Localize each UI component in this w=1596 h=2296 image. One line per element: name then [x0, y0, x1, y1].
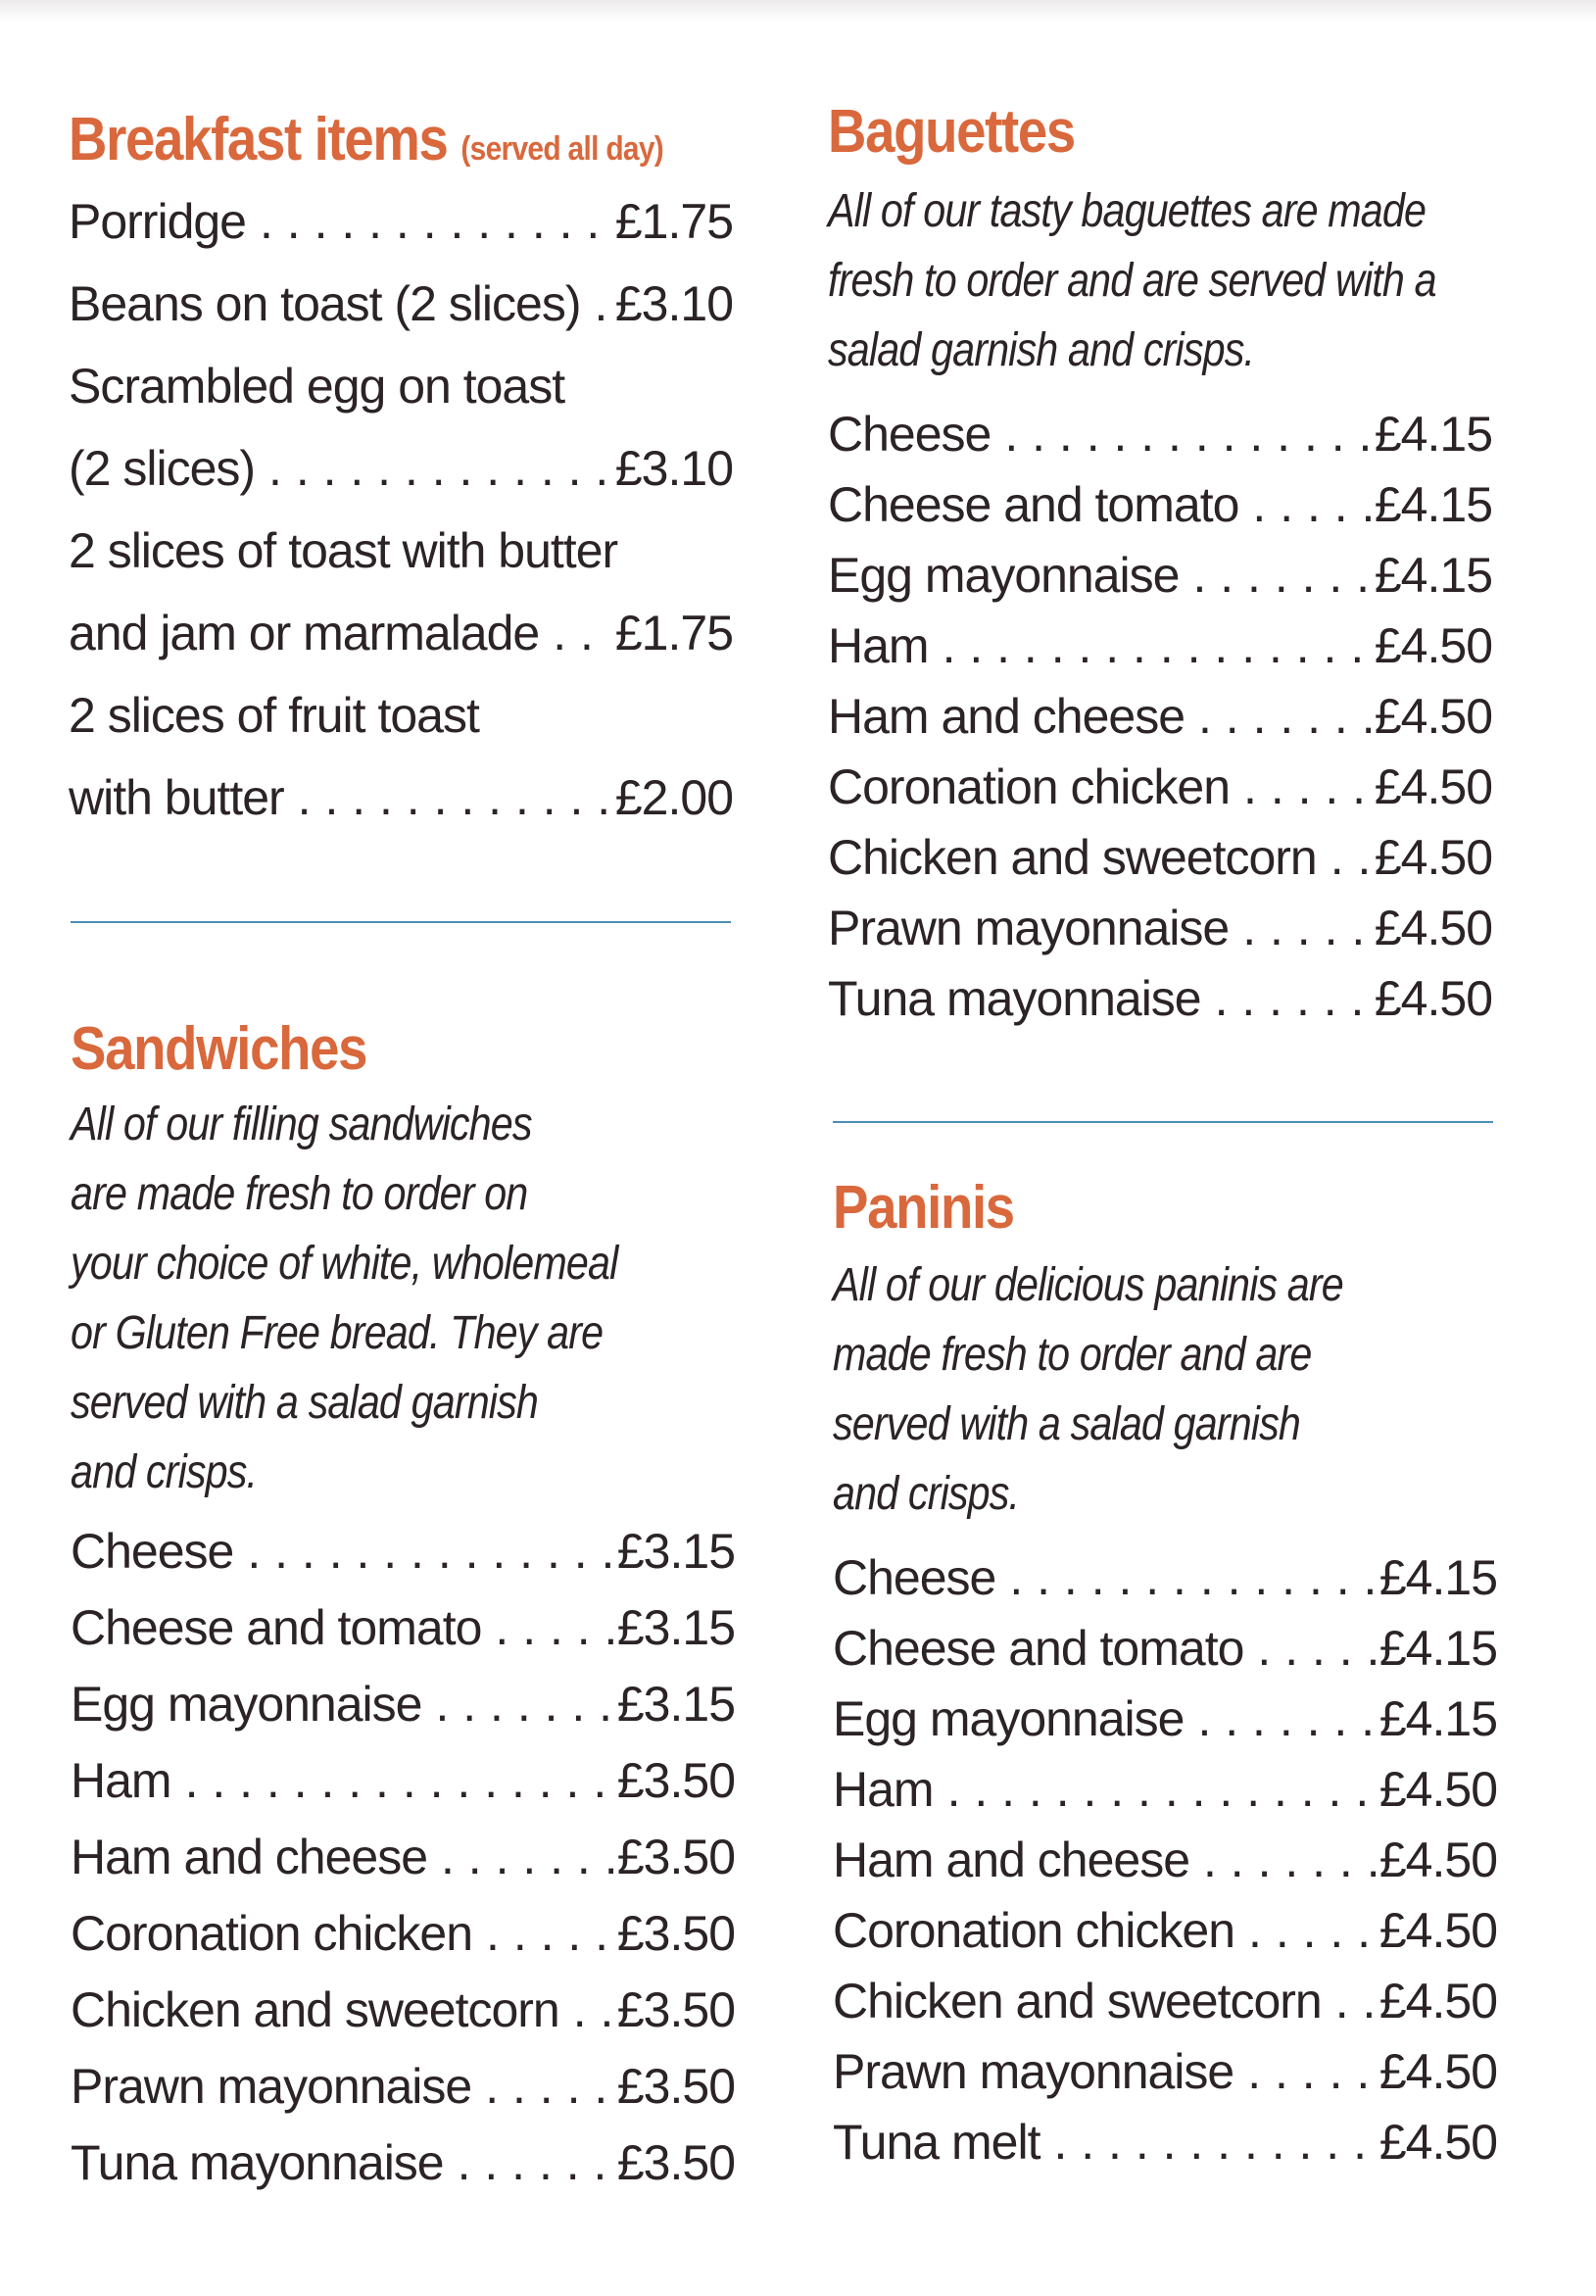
item-price: £4.15 [1374, 548, 1492, 603]
leader-dots [268, 427, 611, 510]
leader-dots [1192, 540, 1370, 611]
leader-dots [247, 1513, 613, 1589]
item-row [69, 427, 733, 510]
item-price: £3.15 [616, 1677, 735, 1732]
menu-item [828, 752, 1492, 822]
menu-item [69, 263, 733, 345]
item-row [69, 592, 733, 674]
leader-dots [185, 1742, 613, 1819]
menu-item [71, 1589, 735, 1666]
leader-dots [458, 2125, 613, 2201]
description-line: served with a salad garnish [833, 1398, 1301, 1450]
scan-top-edge [0, 0, 1596, 22]
item-name: Coronation chicken [833, 1903, 1235, 1958]
description-line: made fresh to order and are [833, 1329, 1312, 1381]
item-name: Cheese and tomato [71, 1600, 482, 1655]
menu-item [833, 2036, 1497, 2107]
breakfast-subtitle: (served all day) [460, 130, 664, 168]
item-name: Ham [828, 618, 929, 673]
sandwiches-list [71, 1513, 735, 2201]
leader-dots [595, 263, 611, 345]
leader-dots [1242, 893, 1371, 963]
sandwiches-heading: Sandwiches [71, 1015, 367, 1083]
item-price: £1.75 [614, 606, 733, 660]
item-price: £4.50 [1378, 1903, 1497, 1958]
item-price: £4.15 [1378, 1550, 1497, 1605]
item-price: £4.15 [1374, 407, 1492, 462]
paninis-list [833, 1542, 1497, 2177]
item-name: Porridge [69, 194, 246, 249]
leader-dots [441, 1819, 613, 1895]
description-line: and crisps. [833, 1468, 1020, 1520]
item-price: £3.50 [616, 1982, 735, 2037]
item-price: £4.15 [1378, 1691, 1497, 1746]
menu-item [828, 893, 1492, 963]
item-price: £4.50 [1378, 2044, 1497, 2099]
breakfast-heading [69, 106, 664, 173]
item-name: Beans on toast (2 slices) [69, 276, 581, 331]
menu-item [833, 1613, 1497, 1684]
leader-dots [1197, 1684, 1375, 1754]
leader-dots [1243, 752, 1371, 822]
description-line: or Gluten Free bread. They are [71, 1307, 604, 1359]
description-line: and crisps. [71, 1446, 258, 1498]
menu-item [71, 1895, 735, 1972]
baguettes-description [828, 176, 1436, 385]
description-line: your choice of white, wholemeal [71, 1238, 618, 1290]
item-name-line1: 2 slices of fruit toast [69, 688, 479, 743]
description-line: fresh to order and are served with a [828, 255, 1436, 307]
item-name: Tuna mayonnaise [71, 2135, 444, 2190]
menu-item [833, 1895, 1497, 1966]
item-name: Cheese [71, 1524, 234, 1579]
item-price: £4.15 [1378, 1621, 1497, 1676]
item-name: Egg mayonnaise [71, 1677, 422, 1732]
sandwiches-description [71, 1090, 642, 1507]
leader-dots [1203, 1825, 1376, 1895]
item-name: with butter [69, 770, 284, 825]
leader-dots [1330, 822, 1371, 893]
menu-item [833, 1754, 1497, 1825]
leader-dots [943, 611, 1371, 681]
menu-item [828, 469, 1492, 540]
leader-dots [947, 1754, 1376, 1825]
item-name: Egg mayonnaise [828, 548, 1180, 603]
item-row [69, 757, 733, 839]
item-name-line1: 2 slices of toast with butter [69, 523, 618, 578]
left-column-lower [71, 1015, 735, 2201]
item-price: £3.50 [616, 1830, 735, 1884]
item-price: £3.15 [616, 1600, 735, 1655]
item-price: £4.50 [1378, 2115, 1497, 2170]
item-price: £4.50 [1378, 1832, 1497, 1887]
description-line: are made fresh to order on [71, 1168, 528, 1220]
item-name: Prawn mayonnaise [828, 901, 1230, 955]
menu-item [828, 540, 1492, 611]
menu-item [833, 1825, 1497, 1895]
leader-dots [1257, 1613, 1375, 1684]
menu-item [71, 1742, 735, 1819]
item-name: Chicken and sweetcorn [828, 830, 1317, 885]
item-name-line1: Scrambled egg on toast [69, 359, 565, 414]
menu-item [71, 2125, 735, 2201]
item-name: Ham and cheese [833, 1832, 1190, 1887]
item-name: Ham [71, 1753, 171, 1808]
leader-dots [1004, 399, 1371, 469]
item-price: £1.75 [614, 194, 733, 249]
menu-item [71, 1819, 735, 1895]
right-column [828, 98, 1492, 1034]
menu-item [69, 510, 733, 674]
leader-dots [1252, 469, 1370, 540]
menu-item [828, 822, 1492, 893]
menu-item [828, 399, 1492, 469]
menu-item [828, 611, 1492, 681]
item-name: Prawn mayonnaise [71, 2059, 472, 2114]
menu-item [828, 681, 1492, 752]
item-price: £3.50 [616, 2059, 735, 2114]
item-name: Chicken and sweetcorn [833, 1974, 1322, 2028]
description-line: salad garnish and crisps. [828, 324, 1255, 376]
item-price: £2.00 [614, 770, 733, 825]
description-line: All of our delicious paninis are [833, 1259, 1343, 1311]
item-price: £4.50 [1374, 689, 1492, 744]
leader-dots [1335, 1966, 1376, 2036]
leader-dots [298, 757, 611, 839]
menu-item [833, 2107, 1497, 2177]
right-column-lower [833, 1174, 1497, 2177]
menu-item [828, 963, 1492, 1034]
item-name: Coronation chicken [71, 1906, 473, 1961]
leader-dots [486, 1895, 613, 1972]
item-name: Ham [833, 1762, 934, 1817]
leader-dots [573, 1972, 613, 2048]
item-name: Cheese [833, 1550, 996, 1605]
leader-dots [553, 592, 611, 674]
item-name: Tuna melt [833, 2115, 1040, 2170]
item-price: £4.50 [1374, 759, 1492, 814]
breakfast-list [69, 180, 733, 839]
description-line: All of our filling sandwiches [71, 1099, 532, 1150]
leader-dots [1053, 2107, 1375, 2177]
sandwiches-section [71, 1015, 735, 2201]
item-name: Ham and cheese [71, 1830, 428, 1884]
item-name: Cheese and tomato [828, 477, 1239, 532]
item-price: £3.50 [616, 1906, 735, 1961]
menu-item [69, 180, 733, 263]
item-price: £4.50 [1374, 618, 1492, 673]
leader-dots [1215, 963, 1371, 1034]
item-price: £3.50 [616, 2135, 735, 2190]
item-price: £4.50 [1378, 1974, 1497, 2028]
item-name: Tuna mayonnaise [828, 971, 1201, 1026]
paninis-description [833, 1250, 1404, 1529]
left-divider [71, 921, 731, 923]
paninis-section [833, 1174, 1497, 2177]
menu-item [71, 1666, 735, 1742]
menu-item [833, 1684, 1497, 1754]
item-price: £4.15 [1374, 477, 1492, 532]
leader-dots [260, 180, 611, 263]
leader-dots [435, 1666, 612, 1742]
right-divider [833, 1121, 1493, 1123]
leader-dots [1247, 2036, 1376, 2107]
description-line: All of our tasty baguettes are made [828, 185, 1427, 237]
item-price: £4.50 [1378, 1762, 1497, 1817]
menu-item [71, 1513, 735, 1589]
item-name: Chicken and sweetcorn [71, 1982, 559, 2037]
baguettes-list [828, 399, 1492, 1034]
menu-item [69, 674, 733, 839]
leader-dots [1198, 681, 1371, 752]
menu-item [69, 345, 733, 510]
leader-dots [1248, 1895, 1376, 1966]
item-price: £4.50 [1374, 971, 1492, 1026]
item-price: £3.10 [614, 441, 733, 496]
item-price: £4.50 [1374, 901, 1492, 955]
item-name: (2 slices) [69, 441, 256, 496]
description-line: served with a salad garnish [71, 1377, 539, 1429]
item-name: Ham and cheese [828, 689, 1185, 744]
menu-item [833, 1542, 1497, 1613]
item-price: £3.10 [614, 276, 733, 331]
leader-dots [495, 1589, 612, 1666]
item-price: £3.50 [616, 1753, 735, 1808]
left-column [69, 106, 733, 839]
item-name: Prawn mayonnaise [833, 2044, 1234, 2099]
menu-item [71, 1972, 735, 2048]
leader-dots [485, 2048, 613, 2125]
menu-item [833, 1966, 1497, 2036]
breakfast-title: Breakfast items [69, 106, 448, 173]
item-name: Cheese [828, 407, 991, 462]
item-name: Coronation chicken [828, 759, 1231, 814]
item-price: £4.50 [1374, 830, 1492, 885]
item-name: Cheese and tomato [833, 1621, 1244, 1676]
leader-dots [1009, 1542, 1376, 1613]
item-price: £3.15 [616, 1524, 735, 1579]
baguettes-heading: Baguettes [828, 98, 1075, 166]
menu-item [71, 2048, 735, 2125]
item-name: Egg mayonnaise [833, 1691, 1185, 1746]
breakfast-section [69, 106, 733, 839]
paninis-heading: Paninis [833, 1174, 1014, 1242]
item-name: and jam or marmalade [69, 606, 540, 660]
baguettes-section [828, 98, 1492, 1034]
